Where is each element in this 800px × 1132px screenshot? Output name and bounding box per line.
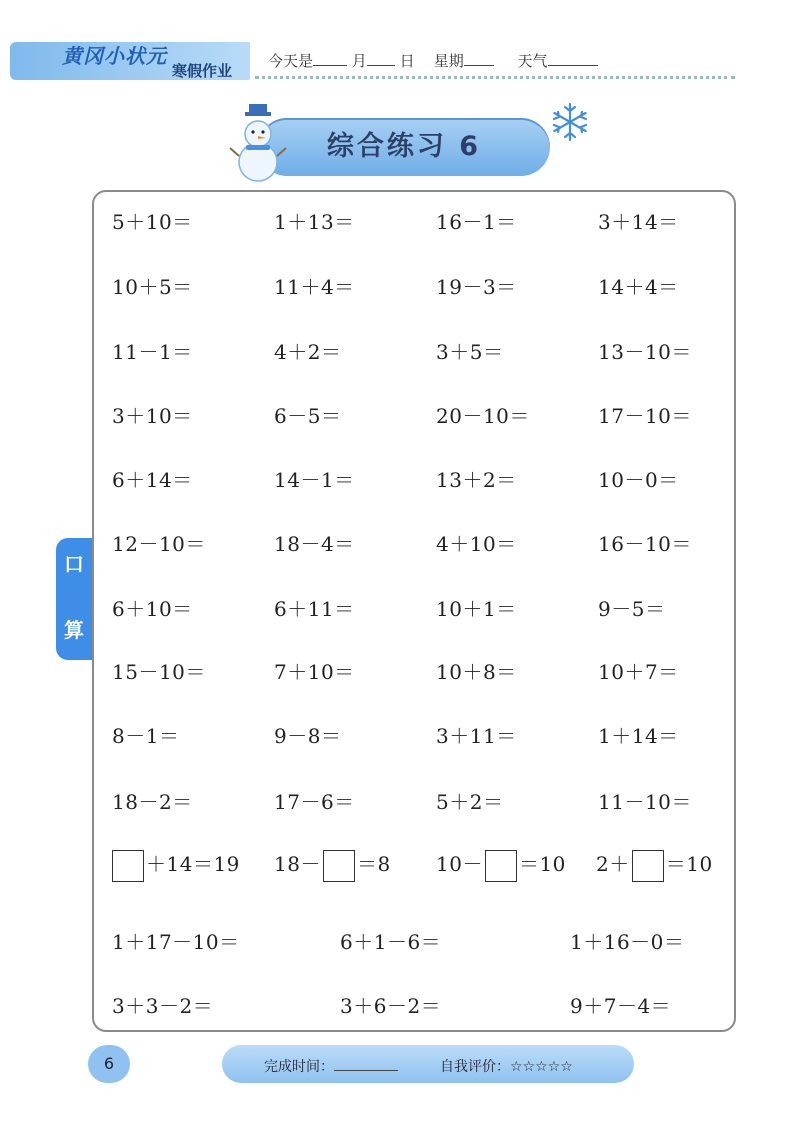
problem: 17－10＝	[598, 404, 692, 428]
completion-time-blank[interactable]	[334, 1060, 398, 1071]
problem: 14＋4＝	[598, 275, 679, 299]
brand-logo: 黄冈小状元	[62, 44, 167, 68]
problem: 10＋5＝	[112, 275, 193, 299]
answer-box[interactable]	[323, 850, 355, 882]
problem: 1＋17－10＝	[112, 930, 240, 954]
problem: 17－6＝	[274, 790, 355, 814]
problem: 4＋2＝	[274, 340, 342, 364]
day-blank[interactable]	[367, 51, 395, 66]
problem: 6－5＝	[274, 404, 342, 428]
blank-problem-after: ＝10	[665, 852, 713, 876]
blank-problem	[436, 848, 566, 882]
problem: 9－5＝	[598, 597, 666, 621]
answer-box[interactable]	[485, 850, 517, 882]
problem: 7＋10＝	[274, 660, 355, 684]
blank-problem-before: 2＋	[596, 852, 630, 876]
rating-stars[interactable]: ☆☆☆☆☆	[510, 1059, 573, 1075]
blank-problem-before: 18－	[274, 852, 321, 876]
problem: 6＋14＝	[112, 468, 193, 492]
problem: 1＋13＝	[274, 210, 355, 234]
weekday-label: 星期	[433, 52, 464, 70]
problem: 19－3＝	[436, 275, 517, 299]
blank-problem-after: ＝10	[518, 852, 566, 876]
self-evaluation-label: 自我评价：	[440, 1059, 510, 1075]
problem: 10＋7＝	[598, 660, 679, 684]
blank-problem-before: 10－	[436, 852, 483, 876]
blank-problem	[274, 848, 391, 882]
problem: 13－10＝	[598, 340, 692, 364]
problem: 3＋10＝	[112, 404, 193, 428]
snowflake-icon	[550, 102, 590, 142]
snowman-icon	[228, 104, 288, 182]
problem: 12－10＝	[112, 532, 206, 556]
blank-problem	[110, 848, 240, 882]
problem: 18－2＝	[112, 790, 193, 814]
date-today-label: 今天是	[268, 52, 314, 70]
problem: 10＋8＝	[436, 660, 517, 684]
problem: 8－1＝	[112, 724, 180, 748]
problem: 11＋4＝	[274, 275, 355, 299]
problem: 5＋10＝	[112, 210, 193, 234]
problem: 3＋3－2＝	[112, 994, 214, 1018]
answer-box[interactable]	[632, 850, 664, 882]
problem: 16－1＝	[436, 210, 517, 234]
weekday-blank[interactable]	[464, 51, 494, 66]
problem: 14－1＝	[274, 468, 355, 492]
weather-blank[interactable]	[548, 51, 598, 66]
problem: 3＋6－2＝	[340, 994, 442, 1018]
brand-subtitle: 寒假作业	[172, 62, 233, 80]
problem: 9－8＝	[274, 724, 342, 748]
problem: 3＋5＝	[436, 340, 504, 364]
answer-box[interactable]	[112, 850, 144, 882]
problem: 6＋10＝	[112, 597, 193, 621]
header-divider	[255, 76, 735, 79]
problem: 10－0＝	[598, 468, 679, 492]
self-evaluation	[440, 1056, 573, 1076]
problem: 6＋1－6＝	[340, 930, 442, 954]
month-blank[interactable]	[313, 51, 347, 66]
side-tab-char-2: 算	[64, 618, 84, 642]
problem: 3＋14＝	[598, 210, 679, 234]
side-tab-char-1: 口	[64, 552, 84, 576]
page-number: 6	[88, 1045, 130, 1083]
problem: 3＋11＝	[436, 724, 517, 748]
page-title: 综合练习 6	[326, 131, 482, 162]
problem: 1＋14＝	[598, 724, 679, 748]
problem: 11－10＝	[598, 790, 692, 814]
blank-problem	[596, 848, 713, 882]
problem: 18－4＝	[274, 532, 355, 556]
problem: 10＋1＝	[436, 597, 517, 621]
problem: 4＋10＝	[436, 532, 517, 556]
problem: 5＋2＝	[436, 790, 504, 814]
problem: 16－10＝	[598, 532, 692, 556]
problem: 15－10＝	[112, 660, 206, 684]
problem: 6＋11＝	[274, 597, 355, 621]
problem: 11－1＝	[112, 340, 193, 364]
date-line	[268, 50, 598, 71]
weather-label: 天气	[517, 52, 548, 70]
day-label: 日	[399, 52, 415, 70]
problem: 1＋16－0＝	[570, 930, 685, 954]
problem: 20－10＝	[436, 404, 530, 428]
month-label: 月	[351, 52, 367, 70]
problem: 9＋7－4＝	[570, 994, 672, 1018]
problem: 13＋2＝	[436, 468, 517, 492]
completion-time-label: 完成时间：	[264, 1059, 334, 1075]
blank-problem-after: ＋14＝19	[146, 852, 240, 876]
blank-problem-after: ＝8	[356, 852, 391, 876]
completion-time	[264, 1056, 398, 1076]
